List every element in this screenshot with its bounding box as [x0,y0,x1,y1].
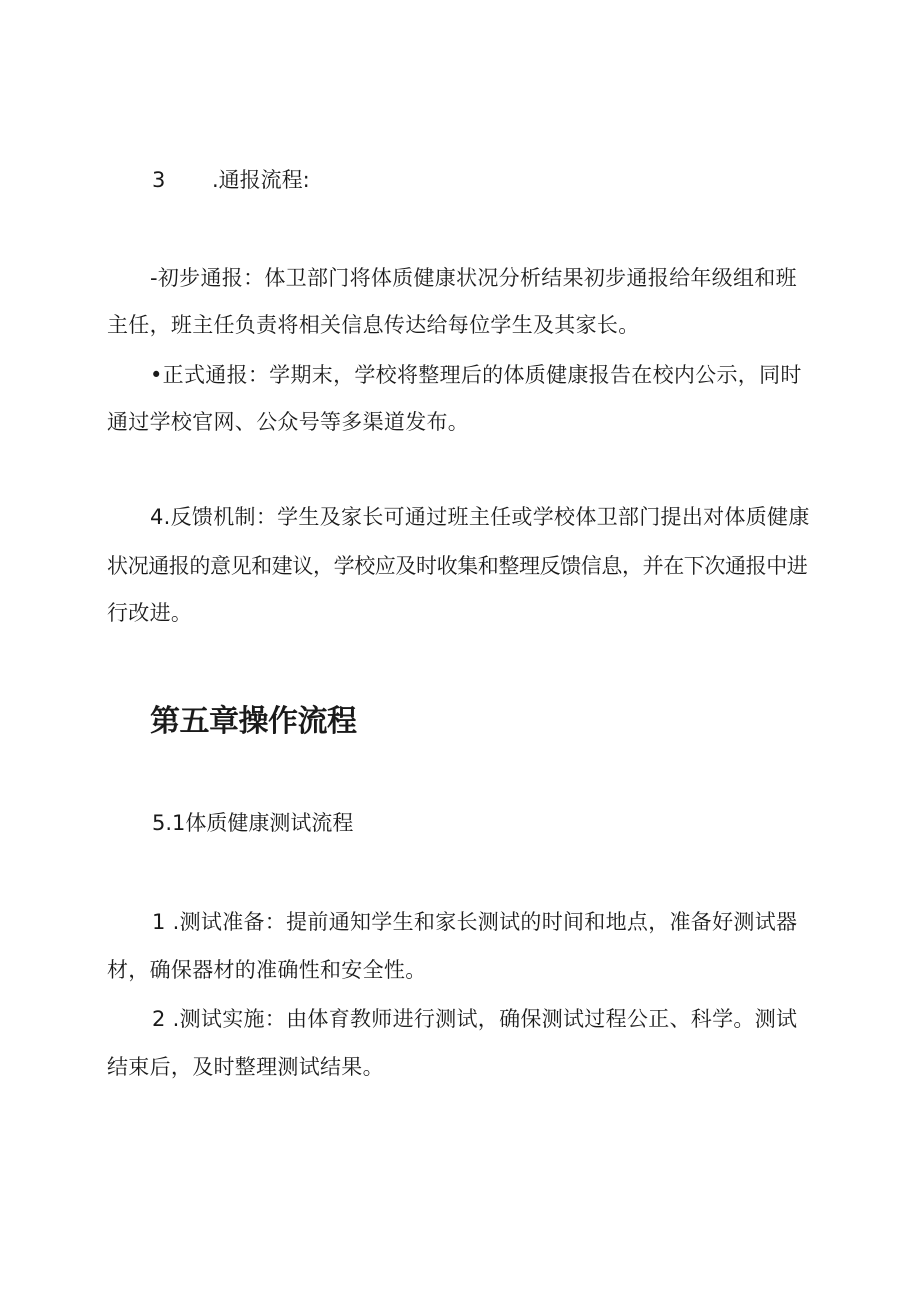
step2-line-2: 结束后，及时整理测试结果。 [107,1055,384,1079]
step1-line-1: 1 .测试准备：提前通知学生和家长测试的时间和地点，准备好测试器 [152,910,798,934]
formal-line-2: 通过学校官网、公众号等多渠道发布。 [107,410,470,434]
reporting-number: 3 [152,168,166,192]
step2-line-1: 2 .测试实施：由体育教师进行测试，确保测试过程公正、科学。测试 [152,1007,798,1031]
reporting-title: .通报流程: [212,168,310,192]
feedback-line-1: 4.反馈机制：学生及家长可通过班主任或学校体卫部门提出对体质健康 [150,505,810,529]
feedback-line-2: 状况通报的意见和建议，学校应及时收集和整理反馈信息，并在下次通报中进 [107,554,808,578]
section-title: 5.1体质健康测试流程 [152,811,354,835]
chapter-title: 第五章操作流程 [150,704,357,739]
step1-line-2: 材，确保器材的准确性和安全性。 [107,958,427,982]
preliminary-line-2: 主任，班主任负责将相关信息传达给每位学生及其家长。 [107,313,640,337]
feedback-line-3: 行改进。 [107,601,193,625]
preliminary-line-1: -初步通报：体卫部门将体质健康状况分析结果初步通报给年级组和班 [150,266,797,290]
formal-line-1: •正式通报：学期末，学校将整理后的体质健康报告在校内公示，同时 [150,363,802,387]
